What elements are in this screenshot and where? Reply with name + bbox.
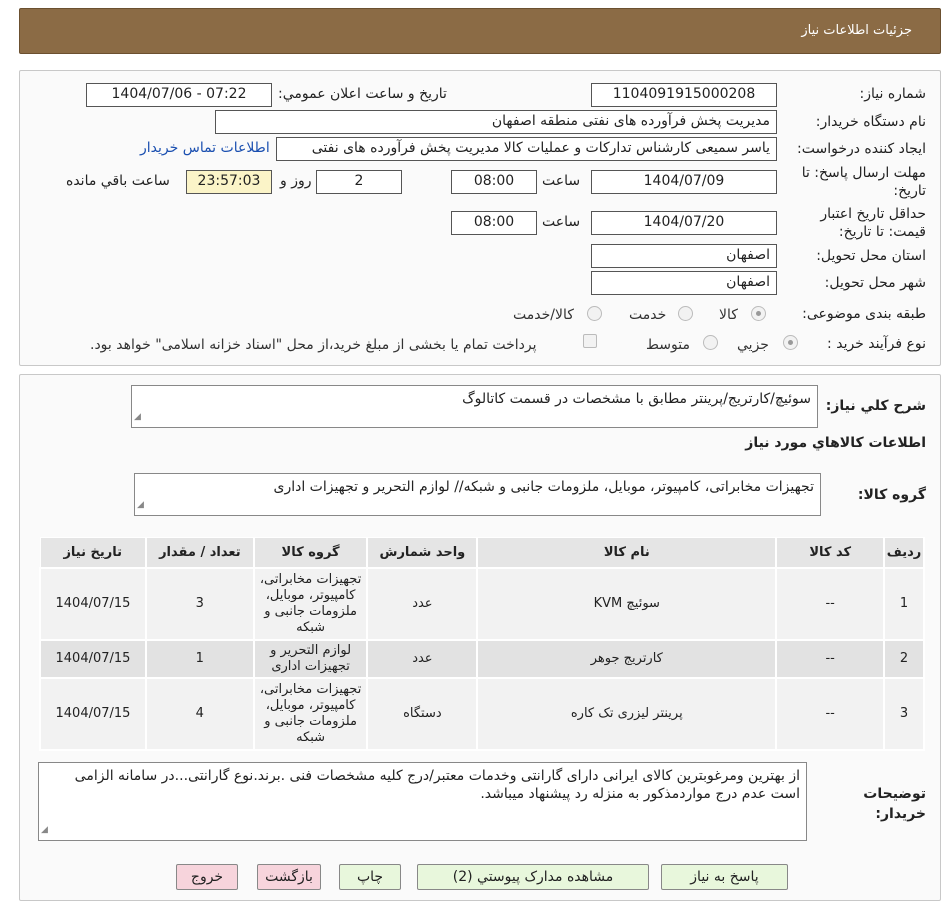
reply-button[interactable]: پاسخ به نياز [661, 864, 788, 890]
row-name: پرینتر لیزری تک کاره [477, 678, 776, 750]
group-textarea [134, 473, 821, 516]
buyer-notes-textarea [38, 762, 807, 841]
row-qty: 4 [146, 678, 254, 750]
table-row [40, 678, 924, 750]
col-header-unit: واحد شمارش [367, 538, 477, 568]
category-option-service: خدمت [629, 307, 667, 323]
col-header-index: رديف [884, 538, 924, 568]
group-label: گروه کالا: [857, 487, 926, 503]
validity-time-label: ساعت [542, 214, 581, 230]
table-row [40, 640, 924, 678]
need-number-label: شماره نیاز: [859, 86, 926, 102]
row-group: تجهیزات مخابراتی، کامپیوتر، موبایل، ملزومات جانبی و شبکه [254, 678, 368, 750]
row-code: -- [776, 640, 884, 678]
row-unit: عدد [367, 640, 477, 678]
page-header [19, 8, 941, 54]
buyer-notes-label: توضیحات خریدار: [863, 786, 926, 822]
col-header-name: نام کالا [477, 538, 776, 568]
row-code: -- [776, 568, 884, 640]
process-label: نوع فرآيند خريد : [827, 336, 926, 352]
items-table [39, 537, 925, 751]
process-radio-minor[interactable] [783, 335, 798, 350]
creator-label: ایجاد کننده درخواست: [797, 141, 926, 157]
summary-text: سوئیچ/کارتریج/پرینتر مطابق با مشخصات در قسمت کاتالوگ [462, 391, 811, 407]
row-date: 1404/07/15 [40, 568, 146, 640]
deadline-date-field: 1404/07/09 [591, 170, 777, 194]
category-option-goods: کالا [719, 307, 738, 323]
print-button[interactable]: چاپ [339, 864, 401, 890]
category-radio-service[interactable] [678, 306, 693, 321]
category-option-both: کالا/خدمت [513, 307, 574, 323]
deadline-label: مهلت ارسال پاسخ: تا تاریخ: [801, 165, 926, 199]
deadline-time-label: ساعت [542, 173, 581, 189]
row-index: 2 [884, 640, 924, 678]
payment-note: پرداخت تمام یا بخشی از مبلغ خرید،از محل "اسناد خزانه اسلامی" خواهد بود. [90, 337, 537, 353]
row-date: 1404/07/15 [40, 640, 146, 678]
city-label: شهر محل تحويل: [824, 275, 926, 291]
col-header-group: گروه کالا [254, 538, 368, 568]
province-field: اصفهان [591, 244, 777, 268]
row-date: 1404/07/15 [40, 678, 146, 750]
row-index: 3 [884, 678, 924, 750]
resize-grip-icon[interactable]: ◢ [41, 825, 48, 835]
row-index: 1 [884, 568, 924, 640]
row-qty: 3 [146, 568, 254, 640]
category-label: طبقه بندی موضوعی: [802, 306, 926, 322]
deadline-time-field: 08:00 [451, 170, 537, 194]
col-header-code: کد کالا [776, 538, 884, 568]
row-qty: 1 [146, 640, 254, 678]
city-field: اصفهان [591, 271, 777, 295]
creator-field: یاسر سمیعی کارشناس تدارکات و عملیات کالا مدیریت پخش فرآورده های نفتی [276, 137, 777, 161]
group-text: تجهیزات مخابراتی، کامپیوتر، موبایل، ملزومات جانبی و شبکه// لوازم التحریر و تجهیزات اداری [273, 479, 814, 495]
row-name: کارتریج جوهر [477, 640, 776, 678]
table-row [40, 568, 924, 640]
view-attachments-button[interactable]: مشاهده مدارک پيوستي (2) [417, 864, 649, 890]
row-unit: دستگاه [367, 678, 477, 750]
col-header-date: تاریخ نیاز [40, 538, 146, 568]
buyer-org-field: مدیریت پخش فرآورده های نفتی منطقه اصفهان [215, 110, 777, 134]
row-group: لوازم التحریر و تجهیزات اداری [254, 640, 368, 678]
resize-grip-icon[interactable]: ◢ [134, 412, 141, 422]
row-group: تجهیزات مخابراتی، کامپیوتر، موبایل، ملزومات جانبی و شبکه [254, 568, 368, 640]
province-label: استان محل تحويل: [816, 248, 926, 264]
category-radio-both[interactable] [587, 306, 602, 321]
process-option-minor: جزيي [737, 337, 769, 353]
page-title: جزئیات اطلاعات نیاز [801, 23, 912, 38]
row-unit: عدد [367, 568, 477, 640]
buyer-org-label: نام دستگاه خريدار: [815, 114, 926, 130]
col-header-qty: تعداد / مقدار [146, 538, 254, 568]
process-option-medium: متوسط [646, 337, 690, 353]
buyer-contact-link[interactable]: اطلاعات تماس خریدار [140, 140, 270, 156]
resize-grip-icon[interactable]: ◢ [137, 500, 144, 510]
row-name: سوئیچ KVM [477, 568, 776, 640]
summary-label: شرح کلي نياز: [825, 398, 926, 414]
announce-label: تاریخ و ساعت اعلان عمومي: [278, 86, 447, 102]
process-radio-medium[interactable] [703, 335, 718, 350]
items-section-title: اطلاعات کالاهاي مورد نياز [745, 435, 926, 451]
announce-field: 1404/07/06 - 07:22 [86, 83, 272, 107]
validity-time-field: 08:00 [451, 211, 537, 235]
row-code: -- [776, 678, 884, 750]
days-label: روز و [280, 173, 312, 189]
exit-button[interactable]: خروج [176, 864, 238, 890]
validity-label: حداقل تاريخ اعتبار قيمت: تا تاريخ: [820, 206, 926, 240]
remaining-days-field: 2 [316, 170, 402, 194]
remaining-time-field: 23:57:03 [186, 170, 272, 194]
back-button[interactable]: بازگشت [257, 864, 321, 890]
remaining-label: ساعت باقي مانده [66, 173, 170, 189]
buyer-notes-text: از بهترین ومرغوبترین کالای ایرانی دارای گارانتی وخدمات معتبر/درج کلیه مشخصات فنی .برند.نوع گارانتی...در سامانه الزامی است عدم درج مواردمذکور به منزله رد پیشنهاد میباشد. [74, 768, 800, 802]
need-number-field: 1104091915000208 [591, 83, 777, 107]
items-table-wrap [39, 537, 925, 751]
category-radio-goods[interactable] [751, 306, 766, 321]
payment-checkbox[interactable] [583, 334, 597, 348]
validity-date-field: 1404/07/20 [591, 211, 777, 235]
summary-textarea [131, 385, 818, 428]
